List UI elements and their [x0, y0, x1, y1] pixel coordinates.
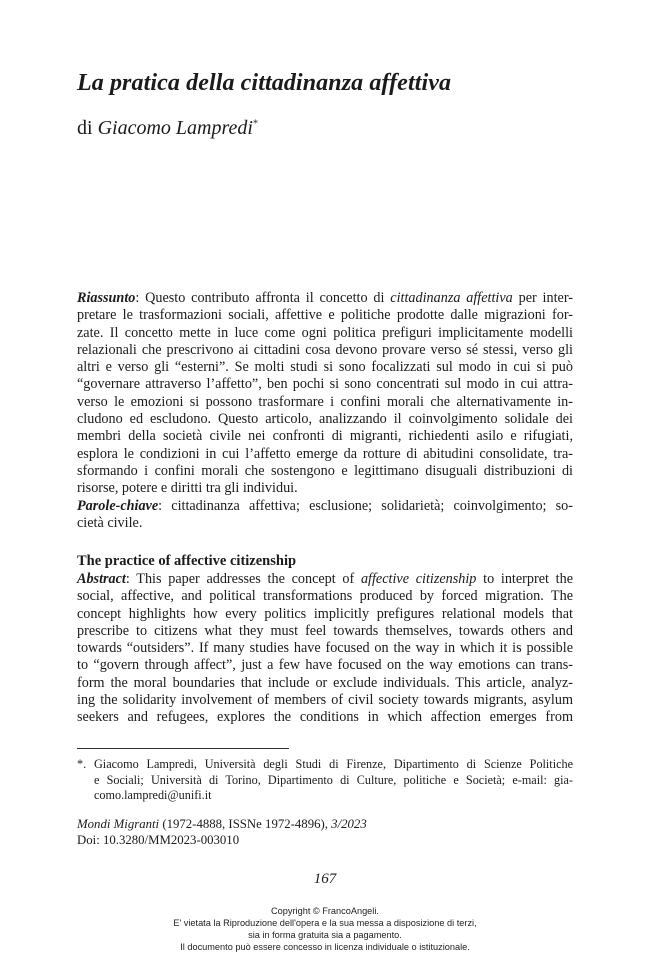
abstract-line: form the moral boundaries that include or exclude individuals. This article, analyz-	[77, 674, 573, 691]
abstract-line: seekers and refugees, explores the conditions in which affection emerges from	[77, 709, 573, 726]
footnote	[77, 757, 573, 804]
abstract-line: towards “outsiders”. If many studies have focused on the way in which it is possible	[77, 640, 573, 657]
footnote-line: Giacomo Lampredi, Università degli Studi di Firenze, Dipartimento di Scienze Politiche	[94, 757, 573, 771]
riassunto-line: esplora le condizioni in cui l’affetto emerge da rotture di abitudini consolidate, tra-	[77, 445, 573, 462]
author-name: Giacomo Lampredi	[97, 117, 253, 139]
article-title: La pratica della cittadinanza affettiva	[77, 70, 452, 96]
riassunto-line: pretare le trasformazioni sociali, affettive e politiche prodotte dalle migrazioni for-	[77, 307, 573, 324]
abstract-line: to “govern through affect”, just a few have focused on the way emotions can trans-	[77, 657, 573, 674]
riassunto-line: relazionali che prescrivono ai cittadini cosa devono provare verso sé stessi, verso gli	[77, 341, 573, 358]
journal-issue-line	[77, 816, 367, 832]
abstract-paragraph	[77, 571, 573, 727]
journal-citation	[77, 816, 367, 848]
notice-line: sia in forma gratuita sia a pagamento.	[248, 930, 402, 940]
abstract-line: ing the solidarity involvement of members of civil society towards migrants, asylum	[77, 692, 573, 709]
riassunto-line: sformando i confini morali che sostengono e legittimano disuguali distribuzioni di	[77, 462, 573, 479]
footnote-divider	[77, 748, 289, 749]
riassunto-line: membri della società civile nei confronti di migranti, richiedenti asilo e rifugiati,	[77, 428, 573, 445]
riassunto-line: altri e verso gli “esterni”. Se molti studi si sono focalizzati sul modo in cui si può	[77, 359, 573, 376]
author-footnote-mark: *	[252, 118, 258, 130]
riassunto-line: zate. Il concetto mette in luce come ogni politica prefiguri implicitamente modelli	[77, 324, 573, 341]
riassunto-label: Riassunto	[77, 290, 136, 306]
riassunto-line: Riassunto: Questo contributo affronta il concetto di cittadinanza affettiva per inter-	[77, 290, 573, 306]
footnote-mark: *.	[77, 757, 87, 771]
abstract-line: social, affective, and political transformations produced by forced migration. The	[77, 588, 573, 605]
keywords-label: Parole-chiave	[77, 497, 159, 514]
riassunto-line: “governare attraverso l’affetto”, ben pochi si sono concentrati sul modo in cui attra-	[77, 376, 573, 393]
abstract-line: Abstract: This paper addresses the concept of affective citizenship to interpret the	[77, 571, 573, 587]
keywords-line: Parole-chiave: cittadinanza affettiva; esclusione; solidarietà; coinvolgimento; so-	[77, 497, 573, 514]
notice-line: E' vietata la Riproduzione dell'opera e la sua messa a disposizione di terzi,	[173, 918, 477, 928]
author-byline	[77, 117, 258, 140]
keywords-line: cietà civile.	[77, 514, 143, 531]
journal-issue: 3/2023	[331, 817, 367, 831]
riassunto-line: cludono ed escludono. Questo articolo, analizzando il coinvolgimento solidale dei	[77, 411, 573, 428]
abstract-line: concept highlights how every politics implicitly prefigures relational models that	[77, 605, 573, 622]
riassunto-line: risorse, potere e diritti tra gli individui.	[77, 480, 298, 497]
copyright-line: Copyright © FrancoAngeli.	[271, 906, 379, 916]
riassunto-line: verso le emozioni si possono trasformare i confini morali che alternativamente in-	[77, 393, 573, 410]
journal-issn: (1972-4888, ISSNe 1972-4896),	[159, 817, 332, 831]
by-prefix: di	[77, 117, 93, 139]
journal-name: Mondi Migranti	[77, 817, 160, 831]
english-title: The practice of affective citizenship	[77, 553, 297, 569]
footnote-line: e Sociali; Università di Torino, Dipartimento di Culture, politiche e Società; e-mail: gia-	[94, 772, 573, 787]
abstract-label: Abstract	[77, 571, 126, 587]
journal-doi: Doi: 10.3280/MM2023-003010	[77, 833, 240, 847]
abstract-line: prescribe to citizens what they must feel towards themselves, towards others and	[77, 622, 573, 639]
riassunto-paragraph	[77, 290, 573, 532]
footnote-email-line: como.lampredi@unifi.it	[94, 788, 212, 803]
page-number: 167	[313, 871, 337, 887]
publisher-notice	[0, 905, 650, 953]
notice-line: Il documento può essere concesso in licenza individuale o istituzionale.	[180, 942, 470, 952]
